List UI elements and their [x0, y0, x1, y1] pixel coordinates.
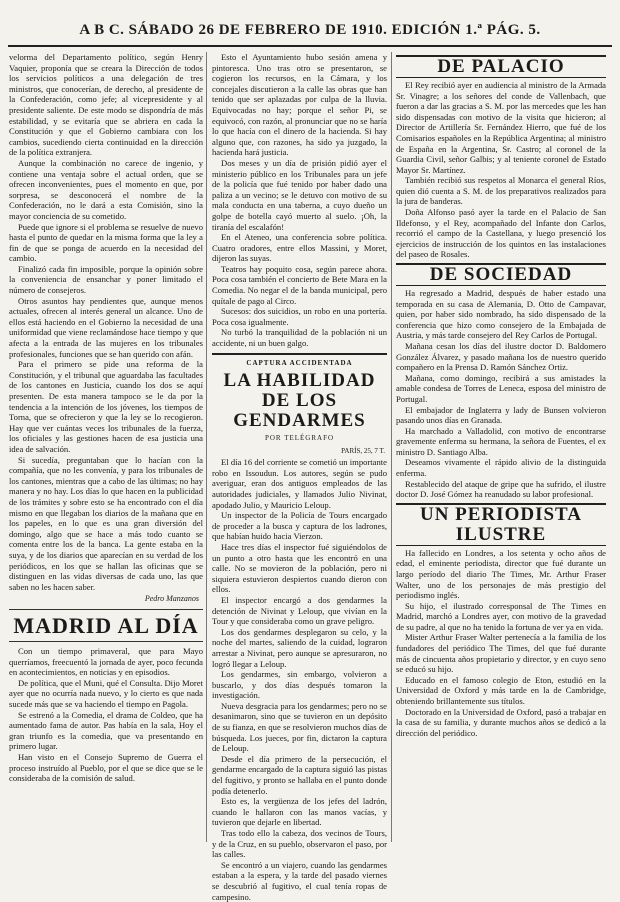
column-2 — [212, 52, 387, 902]
article-paragraph: velorma del Departamento político, según Henry Vaquier, proponía que se creara la Dirección de todos los servicios políticos a una delegación de tres ministros, que conocerían, de derecho, al presidente de la Confederación, como jefe; al vicepresidente y al presidente saliente. De este modo se dispondría de más estabilidad, y se evitaría que se abriera en cada la Constitución y que el Gobierno cambiara con los cambios, sucediendo cierta continuidad en la dirección de la política extranjera. — [9, 52, 203, 158]
article-paragraph: Finalizó cada fin imposible, porque la opinión sobre la conveniencia de ensanchar y poner limitado el número de consejeros. — [9, 263, 203, 296]
article-paragraph: Se encontró a un viajero, cuando las gendarmes estaban a la espera, y la tarde del pasado viernes se descubrió al fugitivo, el cual tenía ropas de campesino. — [212, 859, 387, 902]
article-paragraph: Doctorado en la Universidad de Oxford, pasó a trabajar en la casa de su familia, y durante muchos años se dedicó a la dirección del periódico. — [396, 706, 606, 738]
article-paragraph: Para el primero se pide una reforma de la Constitución, y el tribunal que aguardaba las facultades de los cantones en Justicia, cuando los dos se aquí presenten. De esta manera tampoco se le da por la tendencia a la intención de los jóvenes, los tiempos de Torna, que se ofrecieron y que la ley se lo recogieron. Hay que ver cuántas veces los tribunales de la fuerza, los oficiales y las gestiones hacen de esa justicia una idea de salvación. — [9, 359, 203, 454]
article-paragraph: Mañana, como domingo, recibirá a sus amistades la amable condesa de Torres de Leneca, esposa del ministro de Portugal. — [396, 372, 606, 404]
article-paragraph: Mister Arthur Fraser Walter pertenecía a la familia de los fundadores del periódico The Times, del que fué durante más de cincuenta años propietario y director, y en cuyo seno se educó su hijo. — [396, 632, 606, 675]
article-paragraph: Puede que ignore si el problema se resuelve de nuevo hasta el punto de quedar en la misma forma que la ley a fin de que se ponga de acuerdo en la necesidad del cambio. — [9, 221, 203, 264]
article-paragraph: Los gendarmes, sin embargo, volvieron a buscarlo, y dos días después tomaron la investigación. — [212, 669, 387, 701]
article-dateline: PARÍS, 25, 7 T. — [341, 446, 385, 455]
article-paragraph: Nueva desgracia para los gendarmes; pero no se desanimaron, sino que se tuvieron en un depósito de su fianza, en que se resolvieron muchos días de búsqueda. Los jueces, por fin, dictaron la captura de Leloup. — [212, 700, 387, 754]
article-paragraph: Hace tres días el inspector fué siguiéndolos de un punto a otro hasta que les encontró en una calle. No se movieron de la población, pero ni siquiera estuvieron despiertos cuando dieron con ellos. — [212, 541, 387, 595]
article-paragraph: Tras todo ello la cabeza, dos vecinos de Tours, y de la Cruz, en su pueblo, observaron el paso, por las calles. — [212, 828, 387, 860]
article-paragraph: Esto el Ayuntamiento hubo sesión amena y pintoresca. Uno tras otro se presentaron, se cogieron los recursos, en la Cámara, y los concejales discutieron a la calle las obras que han tenido que ser aplazadas por culpa de la lluvia. Equivocadas no hay; porque el señor Pi, se equivocó, con razón, al pronunciar que no se haría lo que hacía con el dinero de la hacienda. Si hay alguno que, con razones, ha sido ya juzgado, la hacienda hará justicia. — [212, 52, 387, 158]
masthead-rule — [8, 45, 612, 47]
column-divider — [391, 52, 392, 842]
section-heading: DE PALACIO — [396, 55, 606, 78]
article-paragraph: Restablecido del ataque de gripe que ha sufrido, el ilustre doctor D. José Gómez ha reanudado su labor profesional. — [396, 478, 606, 500]
section-heading: MADRID AL DÍA — [13, 612, 199, 638]
article-paragraph: El Rey recibió ayer en audiencia al ministro de la Armada Sr. Vinagre; a los señores del conde de Vallenbach, que fueron a dar las gracias a S. M. por las mercedes que les han sido dispensadas con motivo de la visita que hicieron; al Director de Artillería Sr. Fernández Hierro, que fué de los Comisarios españoles en la República Argentina; al ministro de España en la Argentina, Sr. Castro; al coronel de la Guardia Civil, señor Galbis; y al teniente coronel de Estado Mayor Sr. Martínez. — [396, 79, 606, 175]
article-paragraph: Sucesos: dos suicidios, un robo en una portería. Poca cosa igualmente. — [212, 306, 387, 327]
article-paragraph: En el Ateneo, una conferencia sobre política. Cuatro oradores, entre ellos Massini, y Moret, dijeron las suyas. — [212, 232, 387, 264]
article-paragraph: Mañana cesan los días del ilustre doctor D. Baldomero González Álvarez, y pasado mañana los de nuestro querido compañero en la Prensa D. Ramón Sánchez Ortiz. — [396, 340, 606, 373]
section-divider — [9, 641, 203, 642]
article-paragraph: Teatros hay poquito cosa, según parece ahora. Poca cosa también el concierto de Bete Mara en la Comedia. No negar el de la banda municipal, pero quítale de pago al Circo. — [212, 263, 387, 306]
article-paragraph: Ha fallecido en Londres, a los setenta y ocho años de edad, el eminente periodista, director que fué durante un largo período del diario The Times, Mr. Arthur Fraser Walter, uno de los personajes de más prestigio del periodismo inglés. — [396, 547, 606, 601]
author-signature: Pedro Manzanos — [144, 594, 199, 604]
page-masthead: A B C. SÁBADO 26 DE FEBRERO DE 1910. EDICIÓN 1.ª PÁG. 5. — [79, 22, 541, 38]
article-paragraph: Ha regresado a Madrid, después de haber estado una temporada en su casa de Alemania, D. Otto de Campavar, quien, por haber sido nombrado, ha sido dispensado de la conferencia que hizo como consejero de la Embajada de Austria, y más tarde consejero del Rey Carlos de Portugal. — [396, 287, 606, 341]
article-paragraph: No turbó la tranquilidad de la población ni un accidente, ni un buen galgo. — [212, 327, 387, 349]
article-paragraph: El embajador de Inglaterra y lady de Bunsen volvieron pasando unos días en Granada. — [396, 404, 606, 426]
article-byline: POR TELÉGRAFO — [264, 434, 335, 443]
article-paragraph: Otros asuntos hay pendientes que, aunque menos actuales, ofrecen al interés general un alcance. Uno de ellos está haciendo en el Gobierno la necesidad de una uniformidad que viene reclamándose hace tiempo y que afecta a la entrada de las mujeres en los tribunales profesionales, funciones que se han querido con afán. — [9, 295, 203, 359]
article-paragraph: Un inspector de la Policía de Tours encargado de proceder a la busca y captura de los ladrones, que habían huido hacia Vierzon. — [212, 510, 387, 542]
column-3 — [396, 52, 606, 842]
column-divider — [206, 52, 207, 842]
section-heading: UN PERIODISTA ILUSTRE — [396, 503, 606, 546]
article-paragraph: Educado en el famoso colegio de Eton, estudió en la Universidad de Oxford y más tarde en la de Cambridge, obteniendo brillantemente sus títulos. — [396, 674, 606, 707]
article-paragraph: Deseamos vivamente el rápido alivio de la distinguida enferma. — [396, 457, 606, 479]
article-paragraph: Ha marchado a Valladolid, con motivo de encontrarse gravemente enferma su hermana, la señora de Fuentes, el ex ministro D. Santiago Alba. — [396, 425, 606, 457]
article-paragraph: Su hijo, el ilustrado corresponsal de The Times en Madrid, marchó a Londres ayer, con motivo de la gravedad de su padre, al que no ha tenido la fortuna de ver ya en vida. — [396, 600, 606, 632]
article-paragraph: De política, que el Muni, qué el Consulta. Dijo Moret ayer que no ocurría nada nuevo, y lo cierto es que nada sucede más que se va haciendo el tiempo en Pagola. — [9, 677, 203, 709]
article-paragraph: Dos meses y un día de prisión pidió ayer el ministerio público en los Tribunales para un jefe de la policía que fué tenido por haber dado una paliza a un vecino; se le detuvo con motivo de su mala conducta en una taberna, a cuyo dueño un golpe de botella cayó muerto al suelo. ¡Oh, la tiranía del escalafón! — [212, 157, 387, 232]
article-paragraph: Aunque la combinación no carece de ingenio, y contiene una ventaja sobre el actual orden, que se ofrecen inconvenientes, pues el momento en que, por sorpresa, se desconocerá el nombre de la Confederación, no le dará a esta Comisión, sino la mayor conciencia de su cometido. — [9, 157, 203, 221]
article-paragraph: Se estrenó a la Comedia, el drama de Coldeo, que ha aumentado fama de autor. Pas había en la sala, Hoy el gran triunfo es la comedia, que va presentando en primero lugar. — [9, 709, 203, 752]
article-paragraph: Esto es, la vergüenza de los jefes del ladrón, cuando le hallaron con las manos vacías, y tuvieron que dejarle en libertad. — [212, 796, 387, 828]
section-divider — [212, 353, 387, 355]
article-paragraph: El inspector encargó a dos gendarmes la detención de Nivinat y Leloup, que vivían en la Tour y que consideraba como un grave peligro. — [212, 594, 387, 627]
article-paragraph: El día 16 del corriente se cometió un importante robo en Issoudun. Los autores, según se pudo averiguar, eran dos antiguos empleados de las autoridades judiciales, y llamados Julio Nivinat, apodado Julio, y Mauricio Leloup. — [212, 457, 387, 510]
article-paragraph: Con un tiempo primaveral, que para Mayo querríamos, freecuentó la jornada de ayer, poco fecunda en acontecimientos, en noticias y en episodios. — [9, 645, 203, 678]
column-1 — [9, 52, 203, 842]
article-headline: LA HABILIDAD DE LOS GENDARMES — [223, 370, 376, 432]
article-paragraph: Los dos gendarmes desplegaron su celo, y la noche del martes, saliendo de la cuidad, lograron arrestar a Nivinat, pero aunque se apresuraron, no logró llegar a Leloup. — [212, 626, 387, 669]
article-paragraph: Si sucedía, preguntaban que lo hacían con la compañía, que no les convenía, y para los tribunales de los cantones, mientras que a cabo de las últimas; no hay manera y no hay. Los días lo que hacen en la publicidad de los trámites y sobre esto se ha encontrado con el día mismo en que llegaban los diarios de la mañana que en los papeles, en lo que es una gran diversión del domingo, algo que se hace a más todo cuanto se comenta entre los de la banca. La gente estaba en la suya, y de los diarios que aparecían en su verdad de los periódicos, en los que se hallan las oficinas que se distinguen en las vidas diversas de cada uno, las que saben no les hacen saber. — [9, 454, 203, 592]
section-divider — [9, 609, 203, 610]
article-kicker: CAPTURA ACCIDENTADA — [246, 358, 353, 367]
article-paragraph: Doña Alfonso pasó ayer la tarde en el Palacio de San Ildefonso, y el Rey, acompañado del Infante don Carlos, recorrió el campo de la Castellana, y luego presenció los ejercicios de instrucción de los quintos en las instalaciones del paseo de Rosales. — [396, 207, 606, 260]
section-heading: DE SOCIEDAD — [396, 263, 606, 286]
article-paragraph: Han visto en el Consejo Supremo de Guerra el proceso instruído al Pueblo, por el que se dice que se le consideraba de la comisión de salud. — [9, 751, 203, 784]
article-paragraph: Desde el día primero de la persecución, el gendarme encargado de la captura siguió las pistas del fugitivo, y pronto se hallaba en el punto donde podía detenerlo. — [212, 753, 387, 796]
article-paragraph: También recibió sus respetos al Monarca el general Ríos, quien dió cuenta a S. M. de los preparativos realizados para la jura de banderas. — [396, 175, 606, 207]
